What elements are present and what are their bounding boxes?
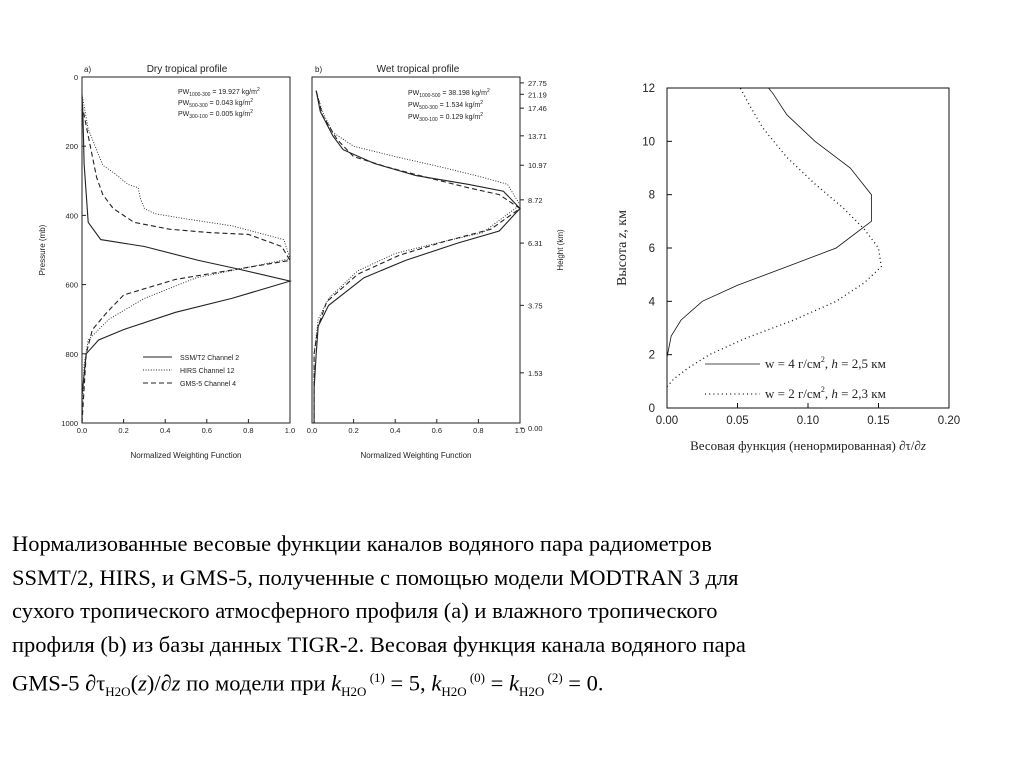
caption-line: профиля (b) из базы данных TIGR-2. Весовая функция канала водяного пара (12, 631, 746, 657)
y-tick-label: 12 (642, 83, 655, 95)
y-axis-label: Pressure (mb) (38, 224, 47, 276)
pw-annotation (178, 87, 260, 120)
pw-line: $PW_{300-100} = 0.129$ $kg/m^2$ (408, 112, 484, 123)
y-axis-label: Высота z, км (615, 210, 630, 286)
axis-ticks (642, 83, 960, 427)
series-layer (314, 91, 520, 423)
height-tick-label: 27.75 (528, 78, 547, 88)
height-tick-label: 1.53 (528, 368, 543, 378)
x-axis-label: Весовая функция (ненормированная) ∂τ/∂z (690, 438, 926, 453)
caption-line: Нормализованные весовые функции каналов водяного пара радиометров (12, 531, 712, 556)
height-tick-label: 6.31 (528, 239, 543, 249)
x-tick-label: 0.6 (201, 426, 213, 435)
pw-line: $PW_{1000-300} = 19.927$ $kg/m^2$ (178, 87, 260, 98)
height-tick-label: 3.75 (528, 301, 543, 311)
figure-caption (12, 527, 1012, 709)
legend-item: GMS-5 Channel 4 (180, 381, 237, 388)
y-tick-label: 4 (648, 296, 655, 309)
x-tick-label: 0.05 (726, 415, 749, 427)
y-tick-label: 6 (648, 243, 655, 255)
x-tick-label: 0.2 (118, 426, 129, 435)
series-line-solid (314, 91, 520, 423)
series-line-solid (667, 88, 871, 357)
chart-title: Dry tropical profile (146, 64, 228, 75)
x-tick-label: 0.4 (389, 426, 401, 435)
chart-wet-tropical-profile (300, 55, 575, 470)
x-tick-label: 0.20 (937, 415, 961, 427)
legend (143, 355, 239, 388)
series-layer (667, 88, 881, 387)
x-tick-label: 0.4 (159, 426, 171, 435)
series-line-dashed (82, 105, 290, 423)
pw-line: $PW_{300-100} = 0.005$ $kg/m^2$ (178, 109, 254, 120)
y-tick-label: 10 (642, 136, 655, 149)
caption-line: сухого тропического атмосферного профиля (a) и влажного тропического (12, 598, 718, 623)
x-tick-label: 0.10 (796, 415, 820, 427)
pw-line: $PW_{500-300} = 1.534$ $kg/m^2$ (408, 100, 484, 111)
x-tick-label: 0.0 (76, 426, 88, 435)
x-tick-label: 0.6 (431, 426, 443, 435)
series-line-dotted (667, 88, 881, 387)
y-tick-label: 0 (648, 403, 655, 415)
x-tick-label: 0.00 (655, 415, 679, 427)
height-tick-label: 0.00 (528, 424, 543, 434)
x-tick-label: 1.0 (514, 426, 526, 435)
x-tick-label: 0.8 (243, 426, 254, 435)
pw-line: $PW_{1000-500} = 38.198$ $kg/m^2$ (408, 88, 490, 99)
panel-label: b) (315, 65, 323, 74)
height-tick-label: 8.72 (528, 195, 543, 205)
chart-weighting-function (605, 70, 965, 460)
x-axis-label: Normalized Weighting Function (360, 451, 472, 460)
x-tick-label: 0.8 (473, 426, 484, 435)
y-tick-label: 1000 (61, 419, 78, 428)
y-tick-label: 2 (648, 349, 655, 362)
y-axis-label-right: Height (km) (556, 229, 565, 271)
caption-line: SSMT/2, HIRS, и GMS-5, полученные с помощью модели MODTRAN 3 для (12, 564, 739, 590)
legend-item: HIRS Channel 12 (180, 368, 235, 375)
legend-item: w = 2 $г/см^2$, h = 2,3 км (765, 385, 886, 401)
height-tick-label: 17.46 (528, 104, 547, 114)
pw-line: $PW_{500-300} = 0.043$ $kg/m^2$ (178, 98, 254, 109)
caption-line-formula: GMS-5 $\partial\tau_{H2O}(z)/\partial z$ по модели при $k_{H2O}$ $^{(1)}$ = 5, $k_{H2O}$ $^{(0)} = k_{H2O}$ $^{(2)}$ = 0. (12, 670, 604, 699)
y-tick-label: 400 (65, 211, 78, 221)
legend (705, 355, 886, 401)
height-tick-label: 13.71 (528, 131, 547, 141)
chart-title: Wet tropical profile (376, 64, 460, 75)
y-tick-label: 8 (648, 189, 655, 202)
y-tick-label: 600 (65, 280, 78, 290)
axis-ticks (61, 73, 295, 435)
axis-ticks (307, 79, 547, 435)
legend-item: SSM/T2 Channel 2 (180, 355, 240, 362)
x-tick-label: 1.0 (284, 426, 296, 435)
y-tick-label: 0 (73, 73, 78, 82)
y-tick-label: 800 (65, 349, 78, 359)
chart-dry-tropical-profile (30, 55, 300, 470)
panel-label: a) (84, 65, 92, 74)
plot-frame (312, 77, 520, 423)
x-axis-label: Normalized Weighting Function (130, 451, 242, 460)
x-tick-label: 0.2 (348, 426, 359, 435)
legend-item: w = 4 $г/см^2$, h = 2,5 км (765, 355, 886, 371)
x-tick-label: 0.15 (867, 415, 890, 427)
height-tick-label: 10.97 (528, 161, 547, 171)
x-tick-label: 0.0 (306, 426, 318, 435)
y-tick-label: 200 (65, 142, 78, 152)
height-tick-label: 21.19 (528, 90, 547, 100)
pw-annotation (408, 88, 490, 123)
